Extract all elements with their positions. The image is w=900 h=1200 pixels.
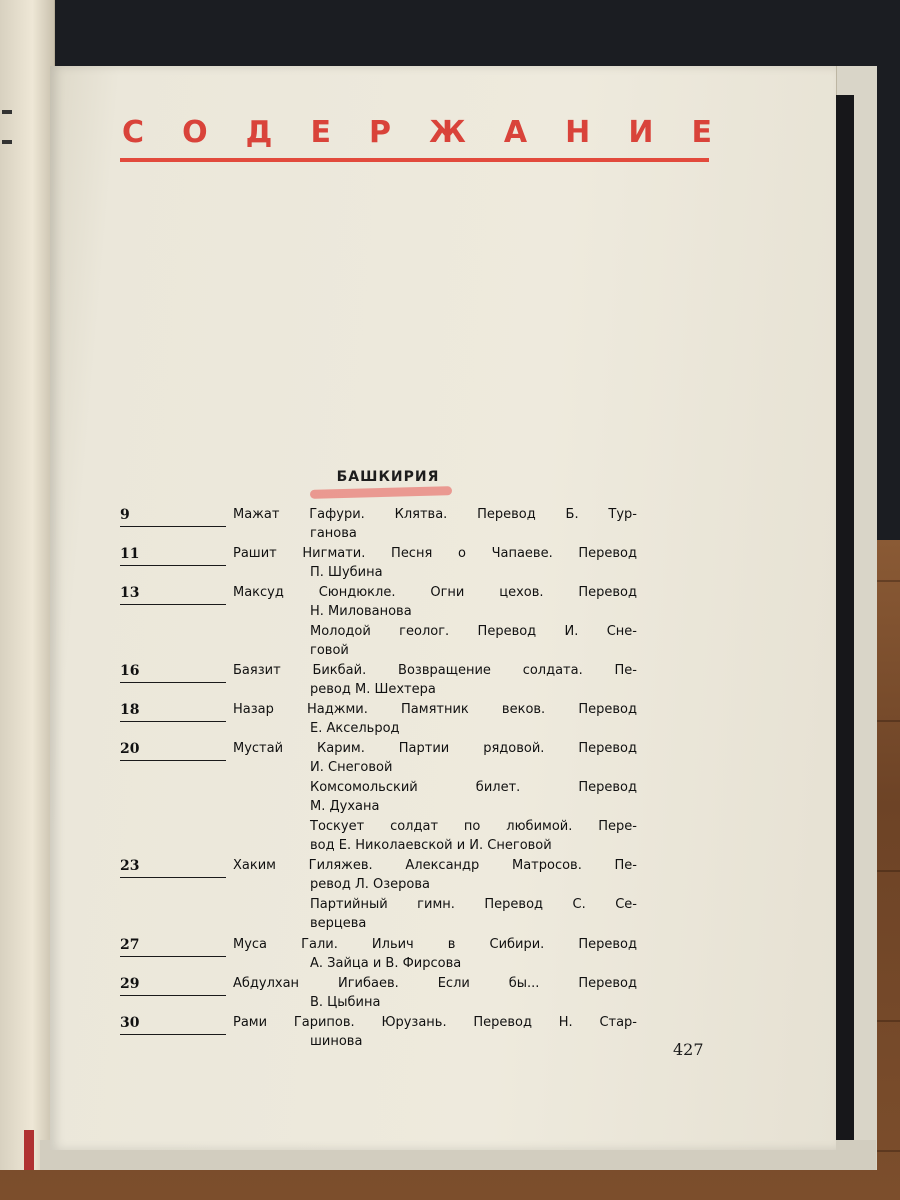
heading-letter: Ж — [429, 114, 466, 150]
page-number: 20 — [120, 741, 226, 761]
entry-line: Рами Гарипов. Юрузань. Перевод Н. Стар- — [233, 1015, 637, 1030]
page-number: 30 — [120, 1015, 226, 1035]
entry-line: И. Снеговой — [310, 760, 393, 775]
entry-line: Хаким Гиляжев. Александр Матросов. Пе- — [233, 858, 637, 873]
entry-line: верцева — [310, 916, 367, 931]
entry-line: Е. Аксельрод — [310, 721, 400, 736]
entry-line: ганова — [310, 526, 357, 541]
heading-letter: Е — [310, 114, 331, 150]
page-number: 13 — [120, 585, 226, 605]
entry-line: Мажат Гафури. Клятва. Перевод Б. Тур- — [233, 507, 637, 522]
heading-letter: Д — [245, 114, 273, 150]
page-number: 27 — [120, 937, 226, 957]
page-number: 16 — [120, 663, 226, 683]
page-number: 9 — [120, 507, 226, 527]
entry-line: шинова — [310, 1034, 363, 1049]
entry-line: Абдулхан Игибаев. Если бы... Перевод — [233, 976, 637, 991]
heading-letter: А — [503, 114, 528, 150]
entry-line: Рашит Нигмати. Песня о Чапаеве. Перевод — [233, 546, 637, 561]
entry-line: Максуд Сюндюкле. Огни цехов. Перевод — [233, 585, 637, 600]
entry-line: Баязит Бикбай. Возвращение солдата. Пе- — [233, 663, 637, 678]
entry-line: Молодой геолог. Перевод И. Сне- — [310, 624, 637, 639]
entry-line: П. Шубина — [310, 565, 383, 580]
section-title: БАШКИРИЯ — [336, 469, 440, 485]
page-number: 11 — [120, 546, 226, 566]
entry-line: Мустай Карим. Партии рядовой. Перевод — [233, 741, 637, 756]
heading-letter: И — [628, 114, 654, 150]
entry-line: Муса Гали. Ильич в Сибири. Перевод — [233, 937, 637, 952]
entry-line: Комсомольский билет. Перевод — [310, 780, 637, 795]
page-number: 29 — [120, 976, 226, 996]
page-number: 23 — [120, 858, 226, 878]
page-folio: 427 — [673, 1040, 704, 1059]
entry-line: говой — [310, 643, 349, 658]
heading-letter: Е — [691, 114, 712, 150]
heading-letter: Н — [565, 114, 591, 150]
heading-letter: Р — [369, 114, 392, 150]
heading-letter: С — [122, 114, 145, 150]
entry-line: Назар Наджми. Памятник веков. Перевод — [233, 702, 637, 717]
entry-line: вод Е. Николаевской и И. Снеговой — [310, 838, 552, 853]
entry-line: ревод Л. Озерова — [310, 877, 431, 892]
entry-line: Тоскует солдат по любимой. Пере- — [310, 819, 637, 834]
entry-line: А. Зайца и В. Фирсова — [310, 956, 462, 971]
entry-line: Партийный гимн. Перевод С. Се- — [310, 897, 637, 912]
page-number: 18 — [120, 702, 226, 722]
entry-line: М. Духана — [310, 799, 380, 814]
entry-line: В. Цыбина — [310, 995, 381, 1010]
heading-letter: О — [182, 114, 208, 150]
entry-line: Н. Милованова — [310, 604, 412, 619]
entry-line: ревод М. Шехтера — [310, 682, 436, 697]
